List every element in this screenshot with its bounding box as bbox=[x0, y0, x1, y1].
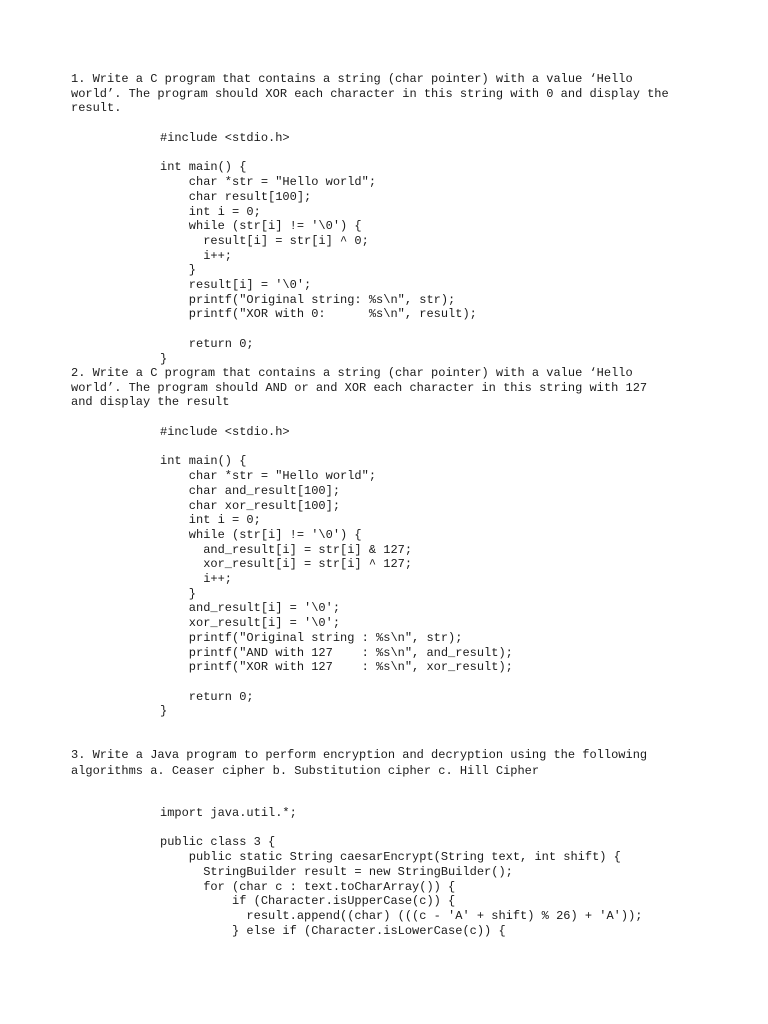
question-2-text: 2. Write a C program that contains a string (char pointer) with a value ‘Hello world’. The program should AND or and XOR each character in this string with 127 and display the result bbox=[71, 366, 648, 410]
question-3-text: 3. Write a Java program to perform encryption and decryption using the following algorithms a. Ceaser cipher b. Substitution cipher c. Hill Cipher bbox=[71, 748, 648, 778]
question-2-code: #include <stdio.h> int main() { char *str = "Hello world"; char and_result[100]; char xor_result[100]; int i = 0; while (str[i] != '\0') { and_result[i] = str[i] & 127; xor_result[i] = str[i] ^ 127; i++; } and_result[i] = '\0'; xor_result[i] = '\0'; printf("Original string : %s\n", str); printf("AND with 127 : %s\n", and_result); printf("XOR with 127 : %s\n", xor_result); return 0; } bbox=[160, 425, 513, 719]
question-3-code: import java.util.*; public class 3 { public static String caesarEncrypt(String text, int shift) { StringBuilder result = new StringBuilder(); for (char c : text.toCharArray()) { if (Character.isUpperCase(c)) { result.append((char) (((c - 'A' + shift) % 26) + 'A')); } else if (Character.isLowerCase(c)) { bbox=[160, 806, 643, 938]
question-1-code: #include <stdio.h> int main() { char *str = "Hello world"; char result[100]; int i = 0; while (str[i] != '\0') { result[i] = str[i] ^ 0; i++; } result[i] = '\0'; printf("Original string: %s\n", str); printf("XOR with 0: %s\n", result); return 0; } bbox=[160, 131, 477, 366]
question-1-text: 1. Write a C program that contains a string (char pointer) with a value ‘Hello world’. The program should XOR each character in this string with 0 and display the result. bbox=[71, 72, 669, 116]
